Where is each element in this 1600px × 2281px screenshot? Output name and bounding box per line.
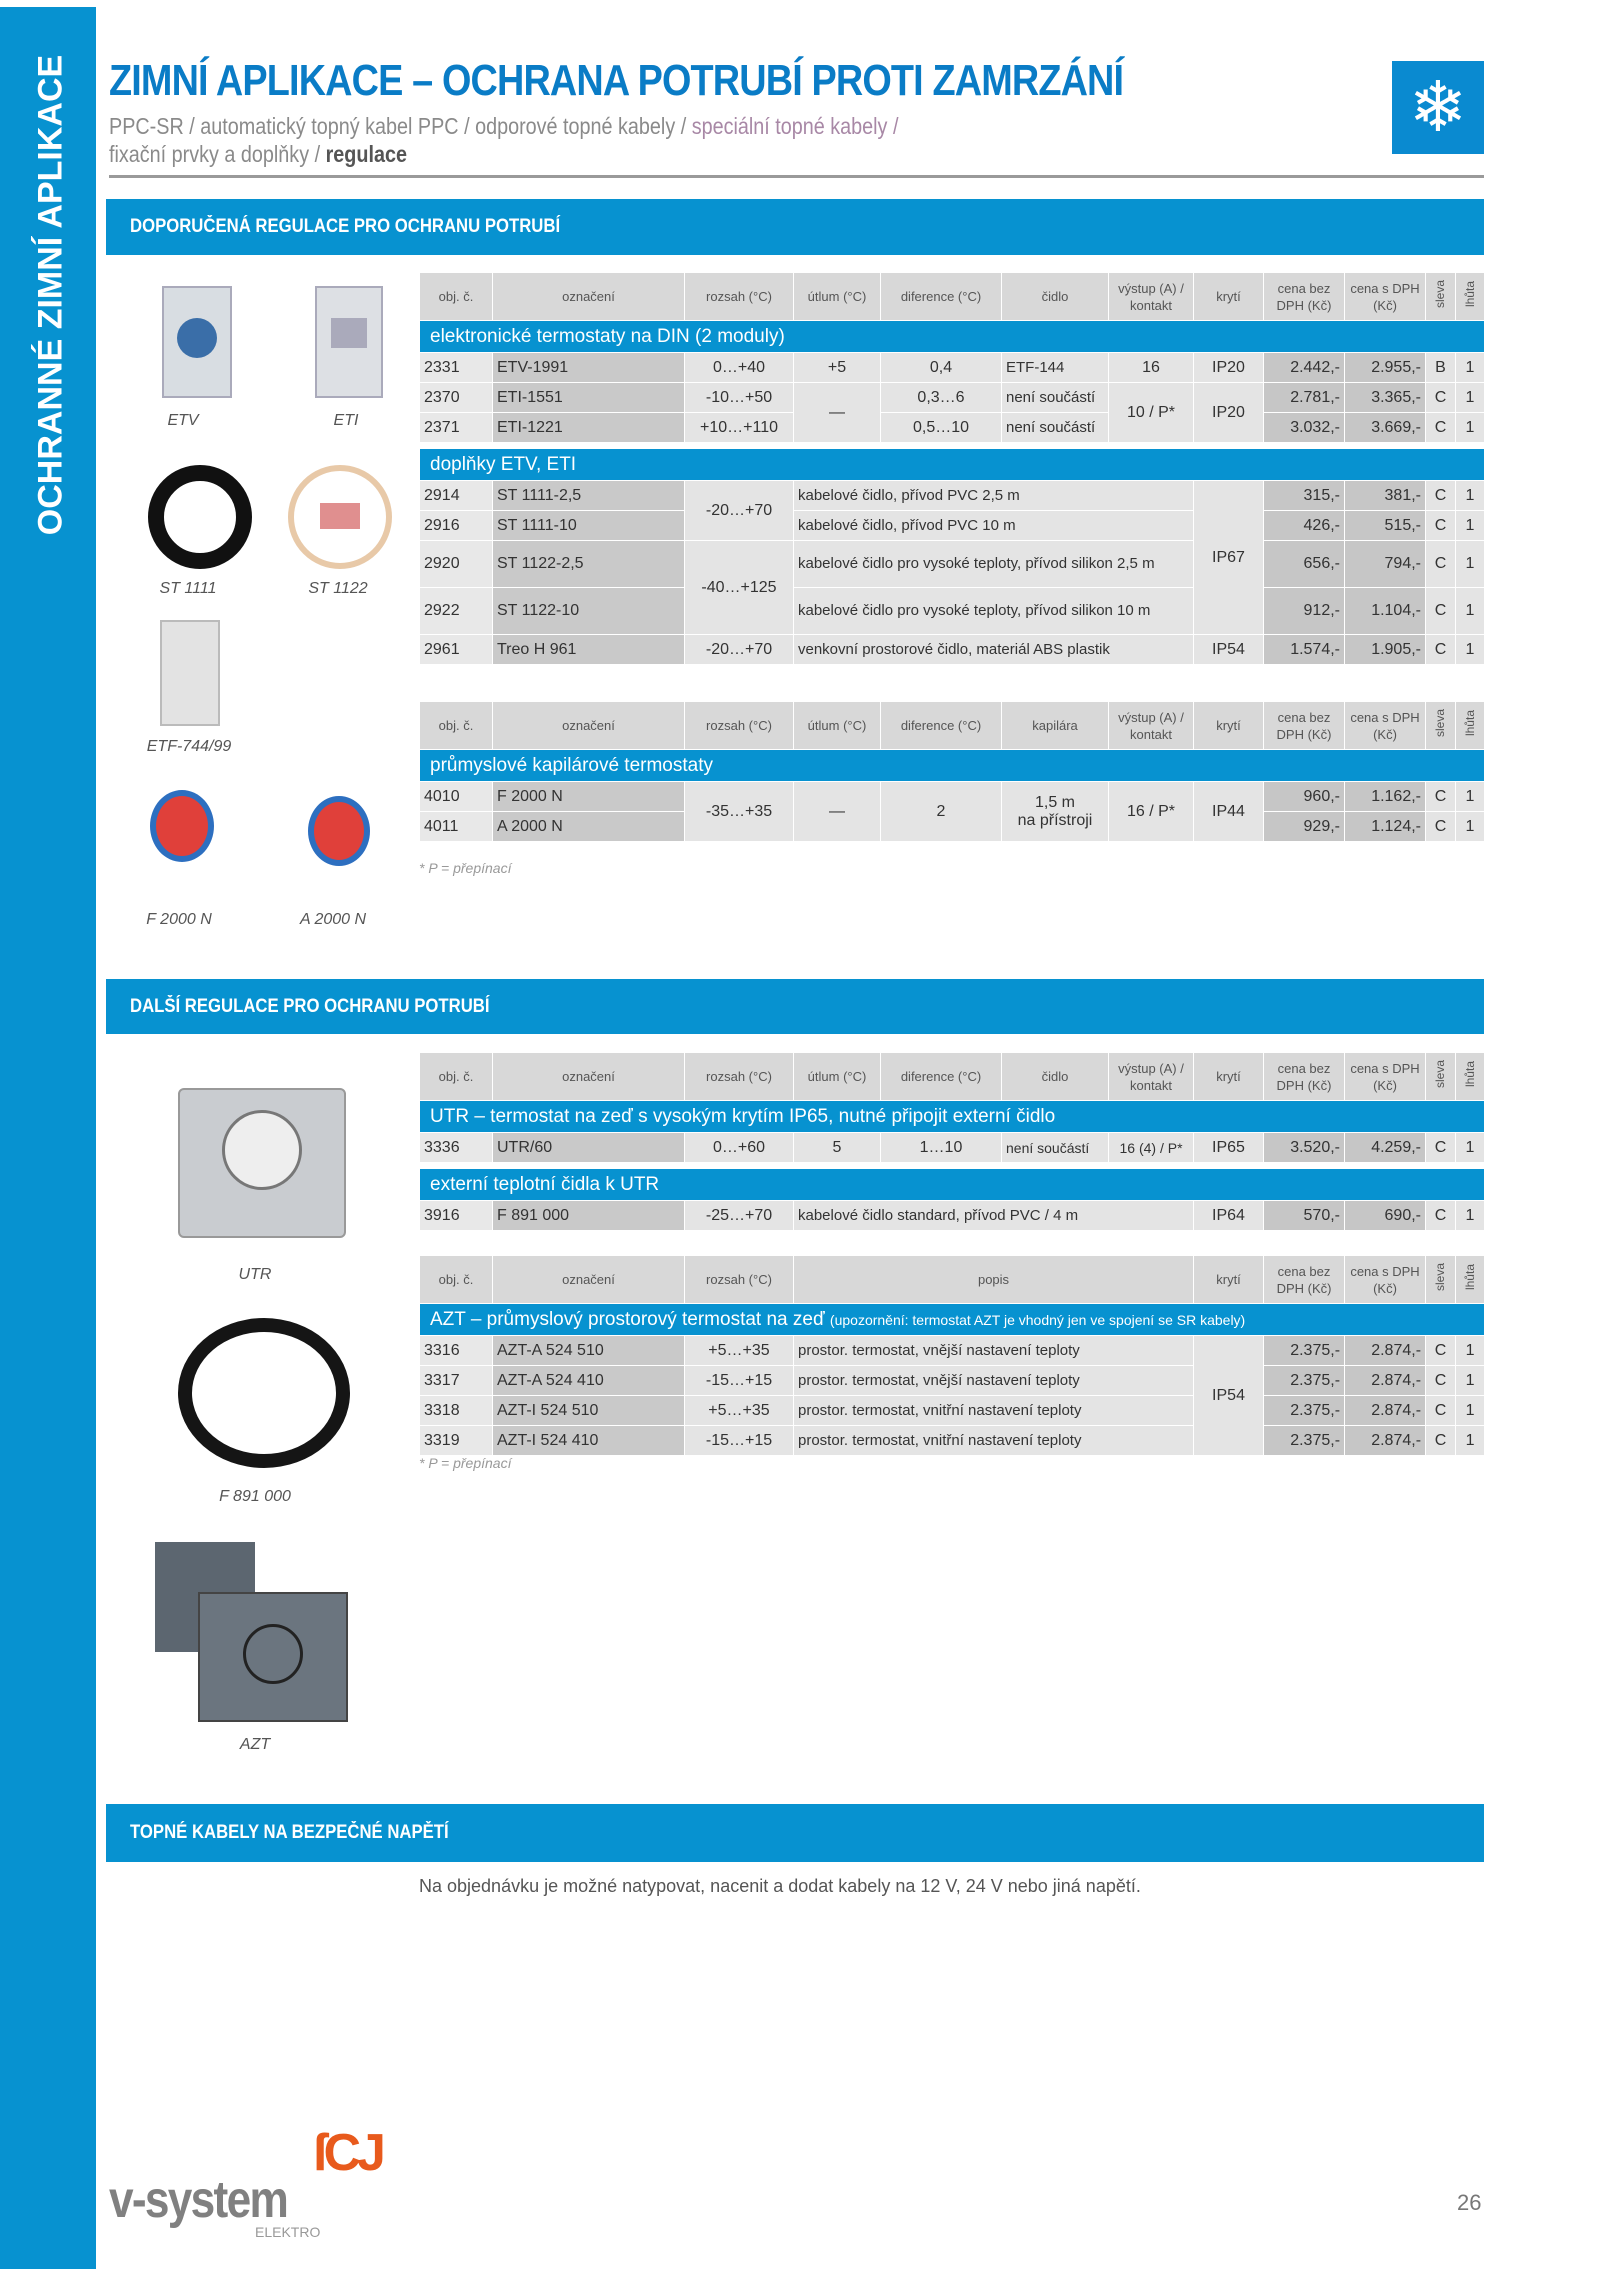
cell: C [1426, 413, 1456, 443]
cell: 16 / P* [1109, 782, 1194, 842]
cell: 960,- [1264, 782, 1345, 812]
cell: 0…+60 [685, 1133, 794, 1163]
col-header: rozsah (°C) [685, 1053, 794, 1101]
cell: IP65 [1194, 1133, 1264, 1163]
cell: 3.520,- [1264, 1133, 1345, 1163]
col-header: krytí [1194, 702, 1264, 750]
cell: prostor. termostat, vnitřní nastavení teploty [794, 1396, 1194, 1426]
azt-product-image [198, 1592, 348, 1722]
product-label: ST 1122 [308, 580, 368, 597]
cell: 1 [1456, 1396, 1485, 1426]
cell: 2.375,- [1264, 1366, 1345, 1396]
col-header: označení [493, 702, 685, 750]
cell: +5 [794, 353, 881, 383]
breadcrumb-part: fixační prvky a doplňky / [109, 141, 326, 167]
regulation-table-din [419, 272, 1485, 665]
cell: C [1426, 383, 1456, 413]
cell: 3.365,- [1345, 383, 1426, 413]
col-header: obj. č. [420, 1256, 493, 1304]
safe-voltage-note: Na objednávku je možné natypovat, nacenit a dodat kabely na 12 V, 24 V nebo jiná napětí. [419, 1876, 1141, 1896]
cell: 1 [1456, 1336, 1485, 1366]
col-header: diference (°C) [881, 273, 1002, 321]
eti-product-image [315, 286, 383, 398]
cell: 2.375,- [1264, 1336, 1345, 1366]
col-header: cena bez DPH (Kč) [1264, 702, 1345, 750]
cell: -25…+70 [685, 1201, 794, 1231]
section-bar-other [106, 979, 1484, 1034]
col-header: popis [794, 1256, 1194, 1304]
product-label: A 2000 N [299, 911, 367, 928]
utr-product-image [178, 1088, 346, 1238]
cell: 1 [1456, 1133, 1485, 1163]
etf-product-image [160, 620, 220, 726]
cell: prostor. termostat, vnější nastavení teploty [794, 1336, 1194, 1366]
table-subheading: doplňky ETV, ETI [420, 449, 1485, 481]
col-header: lhůta [1456, 702, 1485, 750]
product-label: ETF-744/99 [146, 738, 232, 755]
cell: IP44 [1194, 782, 1264, 842]
col-header: označení [493, 1256, 685, 1304]
cell: IP67 [1194, 481, 1264, 635]
cell: 1 [1456, 1366, 1485, 1396]
col-header: cena bez DPH (Kč) [1264, 273, 1345, 321]
col-header: lhůta [1456, 1256, 1485, 1304]
cell: IP20 [1194, 353, 1264, 383]
table-row [420, 1336, 1485, 1366]
cell: C [1426, 782, 1456, 812]
cell: není součástí [1002, 1133, 1109, 1163]
cell: AZT-I 524 410 [493, 1426, 685, 1456]
cell: ST 1122-10 [493, 588, 685, 635]
cell: kabelové čidlo, přívod PVC 10 m [794, 511, 1194, 541]
cell: 5 [794, 1133, 881, 1163]
cell: 16 (4) / P* [1109, 1133, 1194, 1163]
cell: 2.874,- [1345, 1396, 1426, 1426]
breadcrumb-part: speciální topné kabely / [691, 113, 899, 139]
cell: C [1426, 1201, 1456, 1231]
cell: F 891 000 [493, 1201, 685, 1231]
cell: 3319 [420, 1426, 493, 1456]
f2000n-product-image [150, 790, 214, 862]
sidebar-label: OCHRANNÉ ZIMNÍ APLIKACE [31, 54, 70, 536]
col-header: obj. č. [420, 702, 493, 750]
cell: prostor. termostat, vnitřní nastavení teploty [794, 1426, 1194, 1456]
table-subheading: UTR – termostat na zeď s vysokým krytím IP65, nutné připojit externí čidlo [420, 1101, 1485, 1133]
utr-table [419, 1052, 1485, 1231]
cell: 1 [1456, 541, 1485, 588]
cell: 2331 [420, 353, 493, 383]
col-header: diference (°C) [881, 702, 1002, 750]
cell: — [794, 782, 881, 842]
col-header: označení [493, 273, 685, 321]
cell: 2.955,- [1345, 353, 1426, 383]
cell: C [1426, 1396, 1456, 1426]
cell: 1 [1456, 413, 1485, 443]
col-header: výstup (A) / kontakt [1109, 702, 1194, 750]
cell: C [1426, 541, 1456, 588]
cell: 2.874,- [1345, 1426, 1426, 1456]
logo-mark: ſCJ [313, 2124, 382, 2182]
section-title: TOPNÉ KABELY NA BEZPEČNÉ NAPĚTÍ [130, 1822, 449, 1843]
col-header: obj. č. [420, 1053, 493, 1101]
cell: 2.375,- [1264, 1426, 1345, 1456]
cell: AZT-A 524 410 [493, 1366, 685, 1396]
cell: C [1426, 1366, 1456, 1396]
cell: ST 1111-10 [493, 511, 685, 541]
table-row [420, 588, 1485, 635]
breadcrumb-part: PPC-SR / automatický topný kabel PPC / odporové topné kabely / [109, 113, 692, 139]
cell: 656,- [1264, 541, 1345, 588]
cell: C [1426, 1336, 1456, 1366]
col-header: kapilára [1002, 702, 1109, 750]
table-row [420, 353, 1485, 383]
cell: IP54 [1194, 635, 1264, 665]
cell: Treo H 961 [493, 635, 685, 665]
cell: C [1426, 1426, 1456, 1456]
cell: 3316 [420, 1336, 493, 1366]
col-header: čidlo [1002, 273, 1109, 321]
cell: 2370 [420, 383, 493, 413]
cell: C [1426, 481, 1456, 511]
cell: 10 / P* [1109, 383, 1194, 443]
cell: C [1426, 511, 1456, 541]
col-header: rozsah (°C) [685, 702, 794, 750]
col-header: krytí [1194, 1053, 1264, 1101]
cell: -40…+125 [685, 541, 794, 635]
cell: AZT-I 524 510 [493, 1396, 685, 1426]
col-header: krytí [1194, 273, 1264, 321]
cell: -20…+70 [685, 481, 794, 541]
footnote: * P = přepínací [419, 860, 512, 876]
table-row [420, 635, 1485, 665]
table-row [420, 782, 1485, 812]
table-subheading: externí teplotní čidla k UTR [420, 1169, 1485, 1201]
cell: 1.104,- [1345, 588, 1426, 635]
product-label: ETI [333, 412, 359, 429]
col-header: sleva [1426, 1256, 1456, 1304]
cell: ETF-144 [1002, 353, 1109, 383]
cell: 1,5 m na přístroji [1002, 782, 1109, 842]
cell: 912,- [1264, 588, 1345, 635]
cell: IP54 [1194, 1336, 1264, 1456]
cell: IP20 [1194, 383, 1264, 443]
cell: 2 [881, 782, 1002, 842]
product-label: UTR [238, 1266, 272, 1283]
logo-text: v-system [109, 2171, 288, 2229]
cell: -20…+70 [685, 635, 794, 665]
table-row [420, 1396, 1485, 1426]
cell: 1 [1456, 812, 1485, 842]
cell: 0…+40 [685, 353, 794, 383]
a2000n-product-image [308, 796, 370, 866]
col-header: útlum (°C) [794, 1053, 881, 1101]
page-title: ZIMNÍ APLIKACE – OCHRANA POTRUBÍ PROTI ZAMRZÁNÍ [109, 56, 1124, 105]
cell: 690,- [1345, 1201, 1426, 1231]
product-label: F 891 000 [219, 1488, 291, 1505]
cell: -15…+15 [685, 1366, 794, 1396]
cell: ETI-1551 [493, 383, 685, 413]
col-header: cena bez DPH (Kč) [1264, 1053, 1345, 1101]
cell: 1…10 [881, 1133, 1002, 1163]
cell: kabelové čidlo pro vysoké teploty, přívod silikon 10 m [794, 588, 1194, 635]
cell: AZT-A 524 510 [493, 1336, 685, 1366]
st1111-product-image [148, 465, 252, 569]
breadcrumb [109, 112, 898, 168]
col-header: obj. č. [420, 273, 493, 321]
cell: 2.874,- [1345, 1336, 1426, 1366]
section-title: DALŠÍ REGULACE PRO OCHRANU POTRUBÍ [130, 995, 490, 1017]
cell: 381,- [1345, 481, 1426, 511]
col-header: výstup (A) / kontakt [1109, 273, 1194, 321]
table-header [420, 1256, 1485, 1304]
cell: 2916 [420, 511, 493, 541]
cell: C [1426, 588, 1456, 635]
cell: C [1426, 1133, 1456, 1163]
cell: 2.874,- [1345, 1366, 1426, 1396]
cell: 1.162,- [1345, 782, 1426, 812]
col-header: cena bez DPH (Kč) [1264, 1256, 1345, 1304]
cell: F 2000 N [493, 782, 685, 812]
col-header: útlum (°C) [794, 702, 881, 750]
cell: 570,- [1264, 1201, 1345, 1231]
section-bar-recommended [106, 199, 1484, 255]
cell: 1 [1456, 1201, 1485, 1231]
table-subheading: elektronické termostaty na DIN (2 moduly) [420, 321, 1485, 353]
table-row [420, 1201, 1485, 1231]
section-title: DOPORUČENÁ REGULACE PRO OCHRANU POTRUBÍ [130, 216, 561, 237]
col-header: cena s DPH (Kč) [1345, 1256, 1426, 1304]
cell: +5…+35 [685, 1336, 794, 1366]
cell: 1 [1456, 782, 1485, 812]
col-header: sleva [1426, 1053, 1456, 1101]
section-bar-safe-voltage [106, 1804, 1484, 1862]
product-label: F 2000 N [146, 911, 212, 928]
cell: 1 [1456, 383, 1485, 413]
cell: ETV-1991 [493, 353, 685, 383]
table-row [420, 1426, 1485, 1456]
cell: 3336 [420, 1133, 493, 1163]
table-row [420, 413, 1485, 443]
col-header: útlum (°C) [794, 273, 881, 321]
cell: 315,- [1264, 481, 1345, 511]
cell: -15…+15 [685, 1426, 794, 1456]
page-number: 26 [1457, 2190, 1482, 2215]
cell: 3318 [420, 1396, 493, 1426]
cell: C [1426, 812, 1456, 842]
st1122-product-image [288, 465, 392, 569]
table-header [420, 1053, 1485, 1101]
azt-warning-note: (upozornění: termostat AZT je vhodný jen ve spojení se SR kabely) [829, 1311, 1246, 1328]
divider [109, 175, 1484, 178]
cell: 1 [1456, 1426, 1485, 1456]
col-header: krytí [1194, 1256, 1264, 1304]
cell: +5…+35 [685, 1396, 794, 1426]
f891000-product-image [178, 1318, 350, 1468]
cell: 515,- [1345, 511, 1426, 541]
col-header: sleva [1426, 273, 1456, 321]
cell: není součástí [1002, 383, 1109, 413]
cell: venkovní prostorové čidlo, materiál ABS plastik [794, 635, 1194, 665]
cell: 0,5…10 [881, 413, 1002, 443]
breadcrumb-current: regulace [325, 141, 407, 167]
col-header: diference (°C) [881, 1053, 1002, 1101]
col-header: cena s DPH (Kč) [1345, 702, 1426, 750]
cell: 1.124,- [1345, 812, 1426, 842]
cell: — [794, 383, 881, 443]
cell: 4010 [420, 782, 493, 812]
table-subheading: průmyslové kapilárové termostaty [420, 750, 1485, 782]
cell: 794,- [1345, 541, 1426, 588]
capillary-thermostat-table [419, 701, 1485, 842]
cell: 0,4 [881, 353, 1002, 383]
cell: A 2000 N [493, 812, 685, 842]
table-row [420, 1366, 1485, 1396]
table-row [420, 383, 1485, 413]
cell: kabelové čidlo standard, přívod PVC / 4 m [794, 1201, 1194, 1231]
product-label: AZT [239, 1736, 271, 1753]
cell: 3317 [420, 1366, 493, 1396]
cell: kabelové čidlo pro vysoké teploty, přívod silikon 2,5 m [794, 541, 1194, 588]
cell: UTR/60 [493, 1133, 685, 1163]
cell: 1 [1456, 353, 1485, 383]
col-header: označení [493, 1053, 685, 1101]
table-subheading: AZT – průmyslový prostorový termostat na zeď (upozornění: termostat AZT je vhodný jen ve spojení se SR kabely) [420, 1304, 1485, 1336]
cell: ETI-1221 [493, 413, 685, 443]
col-header: lhůta [1456, 273, 1485, 321]
cell: 3.032,- [1264, 413, 1345, 443]
cell: 16 [1109, 353, 1194, 383]
col-header: cena s DPH (Kč) [1345, 273, 1426, 321]
table-header [420, 702, 1485, 750]
col-header: rozsah (°C) [685, 273, 794, 321]
table-header [420, 273, 1485, 321]
cell: C [1426, 635, 1456, 665]
cell: 2.442,- [1264, 353, 1345, 383]
cell: 426,- [1264, 511, 1345, 541]
cell: ST 1111-2,5 [493, 481, 685, 511]
cell: 2371 [420, 413, 493, 443]
cell: 2.781,- [1264, 383, 1345, 413]
cell: není součástí [1002, 413, 1109, 443]
cell: 1.905,- [1345, 635, 1426, 665]
table-row [420, 511, 1485, 541]
cell: +10…+110 [685, 413, 794, 443]
cell: 2922 [420, 588, 493, 635]
cell: 1.574,- [1264, 635, 1345, 665]
col-header: výstup (A) / kontakt [1109, 1053, 1194, 1101]
etv-product-image [162, 286, 232, 398]
product-label: ST 1111 [159, 580, 217, 597]
col-header: lhůta [1456, 1053, 1485, 1101]
cell: 2914 [420, 481, 493, 511]
cell: -10…+50 [685, 383, 794, 413]
col-header: čidlo [1002, 1053, 1109, 1101]
cell: 1 [1456, 635, 1485, 665]
col-header: rozsah (°C) [685, 1256, 794, 1304]
cell: 1 [1456, 588, 1485, 635]
footnote: * P = přepínací [419, 1455, 512, 1471]
snowflake-tap-icon: ❄ [1392, 61, 1484, 154]
cell: 2.375,- [1264, 1396, 1345, 1426]
cell: 1 [1456, 511, 1485, 541]
logo-subtext: ELEKTRO [255, 2224, 321, 2240]
cell: 3916 [420, 1201, 493, 1231]
azt-table [419, 1255, 1485, 1456]
cell: kabelové čidlo, přívod PVC 2,5 m [794, 481, 1194, 511]
cell: B [1426, 353, 1456, 383]
cell: ST 1122-2,5 [493, 541, 685, 588]
col-header: sleva [1426, 702, 1456, 750]
cell: 929,- [1264, 812, 1345, 842]
cell: 4011 [420, 812, 493, 842]
cell: 3.669,- [1345, 413, 1426, 443]
cell: 1 [1456, 481, 1485, 511]
cell: IP64 [1194, 1201, 1264, 1231]
cell: 0,3…6 [881, 383, 1002, 413]
table-row [420, 481, 1485, 511]
cell: 2961 [420, 635, 493, 665]
cell: prostor. termostat, vnější nastavení teploty [794, 1366, 1194, 1396]
col-header: cena s DPH (Kč) [1345, 1053, 1426, 1101]
cell: -35…+35 [685, 782, 794, 842]
table-row [420, 1133, 1485, 1163]
table-row [420, 541, 1485, 588]
cell: 4.259,- [1345, 1133, 1426, 1163]
product-label: ETV [167, 412, 199, 429]
cell: 2920 [420, 541, 493, 588]
